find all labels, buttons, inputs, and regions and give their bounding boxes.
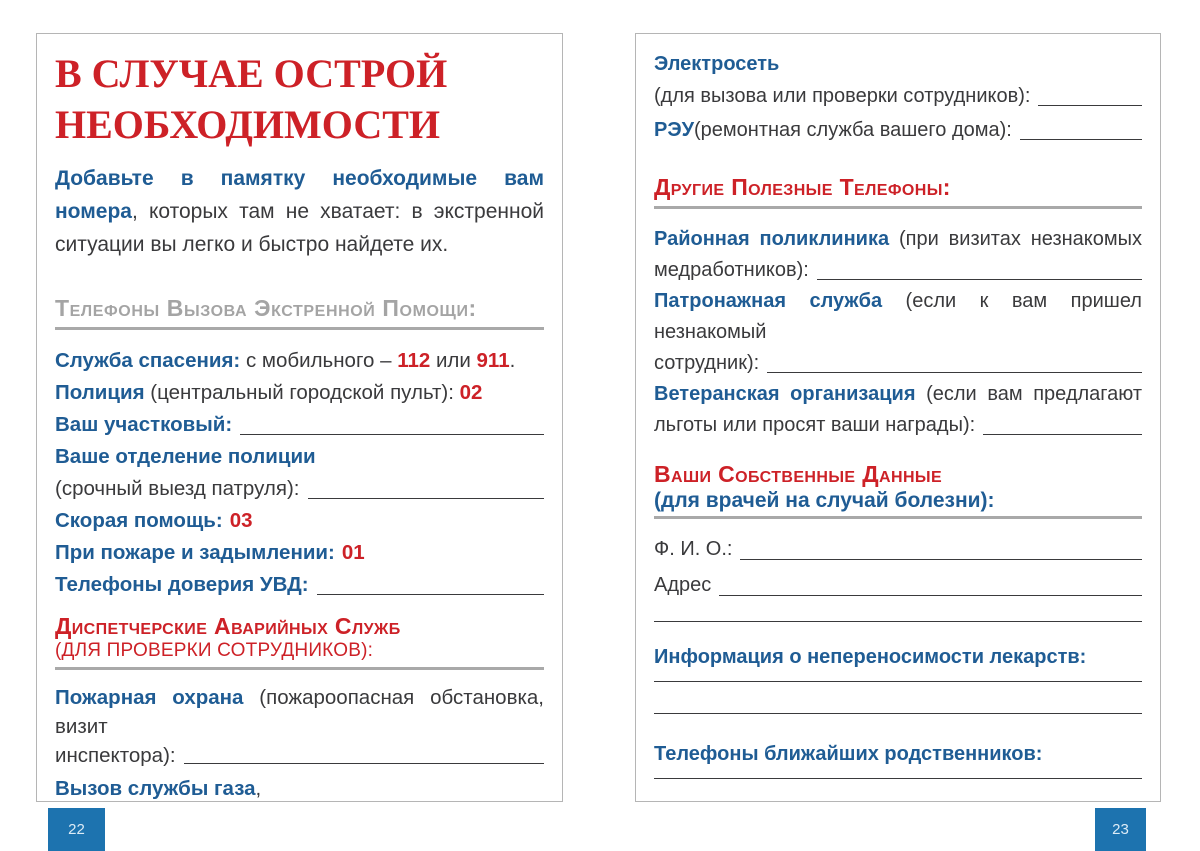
station-note: (срочный выезд патруля): — [55, 477, 300, 500]
police-number: 02 — [459, 381, 483, 404]
blank-line — [654, 779, 1142, 802]
section-header-dispatch: Диспетчерские Аварийных Служб — [55, 613, 401, 639]
blank-field — [240, 409, 544, 435]
blank-field — [817, 255, 1142, 280]
entry-uvd-hotline — [55, 569, 544, 601]
gas-comma: , — [255, 777, 262, 800]
section-emergency-phones — [55, 295, 544, 330]
entry-rescue-service — [55, 345, 544, 377]
blank-field — [983, 410, 1142, 435]
electric-label-line — [654, 48, 1142, 80]
rescue-number-911: 911 — [476, 349, 510, 372]
fire-guard-note1: (пожароопасная обстановка, визит — [55, 686, 544, 738]
clinic-note1: (при визитах незнакомых — [889, 228, 1142, 250]
section-divider — [55, 327, 544, 330]
entry-reu — [654, 114, 1142, 146]
blank-line — [654, 682, 1142, 714]
section-header-emergency: Телефоны Вызова Экстренной Помощи: — [55, 295, 477, 321]
clinic-note2: медработников): — [654, 259, 809, 281]
veteran-note1: (если вам предлагают — [915, 383, 1142, 405]
entry-drug-intolerance — [654, 641, 1142, 674]
blank-field — [719, 569, 1142, 596]
section-header-useful: Другие Полезные Телефоны: — [654, 174, 951, 200]
veteran-note2: льготы или просят ваши награды): — [654, 414, 976, 436]
entry-relatives-phones — [654, 738, 1142, 771]
fire-guard-note2: инспектора): — [55, 744, 176, 767]
patronage-label: Патронажная служба — [654, 290, 883, 312]
police-label: Полиция — [55, 381, 145, 404]
rescue-or-text: или — [430, 349, 477, 372]
entry-fio — [654, 533, 1142, 566]
blank-field — [1020, 114, 1142, 140]
right-page — [635, 33, 1161, 802]
address-label: Адрес — [654, 574, 712, 596]
veteran-line1 — [654, 379, 1142, 410]
ambulance-number: 03 — [229, 509, 253, 532]
electric-note: (для вызова или проверки сотрудников): — [654, 85, 1031, 107]
section-divider — [55, 667, 544, 670]
entry-fire-guard — [55, 683, 544, 770]
emergency-entries — [55, 345, 544, 601]
blank-field — [184, 741, 544, 764]
section-divider — [654, 206, 1142, 209]
patronage-note2: сотрудник): — [654, 352, 760, 374]
fio-label: Ф. И. О.: — [654, 538, 733, 560]
blank-field — [767, 348, 1142, 373]
station-label-line — [55, 441, 544, 473]
patronage-line2 — [654, 348, 1142, 379]
section-useful-phones — [654, 174, 1142, 209]
clinic-line2 — [654, 255, 1142, 286]
section-divider — [654, 516, 1142, 519]
rescue-text: с мобильного – — [240, 349, 398, 372]
blank-field — [740, 533, 1142, 560]
entry-precinct-officer — [55, 409, 544, 441]
blank-field — [308, 473, 545, 499]
reu-label: РЭУ — [654, 119, 695, 141]
entry-electric-grid — [654, 48, 1142, 112]
blank-field — [317, 569, 544, 595]
clinic-label: Районная поликлиника — [654, 228, 890, 250]
page-number-right: 23 — [1095, 808, 1146, 851]
blank-line — [654, 602, 1142, 622]
entry-fire-smoke — [55, 537, 544, 569]
fire-guard-line1 — [55, 683, 544, 741]
station-note-line — [55, 473, 544, 505]
entry-clinic — [654, 224, 1142, 286]
fire-guard-label: Пожарная охрана — [55, 686, 244, 709]
section-header-personal: Ваши Собственные Данные — [654, 461, 943, 487]
rescue-label: Служба спасения: — [55, 349, 241, 372]
ambulance-label: Скорая помощь: — [55, 509, 223, 532]
electric-note-line — [654, 80, 1142, 112]
hotline-label: Телефоны доверия УВД: — [55, 573, 309, 596]
intro-lead-text: Добавьте в памятку необходимые вам номера — [55, 167, 544, 223]
blank-field — [1038, 80, 1142, 106]
section-subheader-dispatch: (ДЛЯ ПРОВЕРКИ СОТРУДНИКОВ): — [55, 640, 374, 661]
gas-line1 — [55, 774, 544, 802]
intro-paragraph — [55, 162, 544, 261]
entry-patronage — [654, 286, 1142, 379]
blank-line — [654, 771, 1142, 779]
veteran-line2 — [654, 410, 1142, 441]
station-label: Ваше отделение полиции — [55, 445, 316, 468]
patronage-note1: (если к вам пришел незнакомый — [654, 290, 1142, 343]
intro-rest-text: , которых там не хватает: в экстренной ситуации вы легко и быстро найдете их. — [55, 200, 544, 256]
fire-number: 01 — [341, 541, 365, 564]
fire-label: При пожаре и задымлении: — [55, 541, 335, 564]
entry-gas-service — [55, 774, 544, 802]
section-dispatch-services — [55, 613, 544, 670]
entry-veteran-org — [654, 379, 1142, 441]
left-page — [36, 33, 563, 802]
police-note: (центральный городской пульт): — [144, 381, 460, 404]
relatives-label: Телефоны ближайших родственников: — [654, 743, 1043, 765]
precinct-label: Ваш участковый: — [55, 413, 233, 436]
rescue-period: . — [509, 349, 516, 372]
reu-note: (ремонтная служба вашего дома): — [694, 119, 1012, 141]
section-subheader-personal: (для врачей на случай болезни): — [654, 489, 995, 512]
rescue-number-112: 112 — [397, 349, 431, 372]
entry-ambulance — [55, 505, 544, 537]
entry-police-station — [55, 441, 544, 505]
clinic-line1 — [654, 224, 1142, 255]
fire-guard-line2 — [55, 741, 544, 770]
entry-address — [654, 569, 1142, 602]
blank-line — [654, 674, 1142, 682]
drugs-label: Информация о непереносимости лекарств: — [654, 646, 1087, 668]
section-personal-data — [654, 461, 1142, 519]
page-title: В СЛУЧАЕ ОСТРОЙ НЕОБХОДИМОСТИ — [55, 51, 448, 147]
patronage-line1 — [654, 286, 1142, 348]
veteran-label: Ветеранская организация — [654, 383, 916, 405]
gas-label: Вызов службы газа — [55, 777, 256, 800]
electric-label: Электросеть — [654, 53, 780, 75]
page-number-left: 22 — [48, 808, 105, 851]
entry-police — [55, 377, 544, 409]
